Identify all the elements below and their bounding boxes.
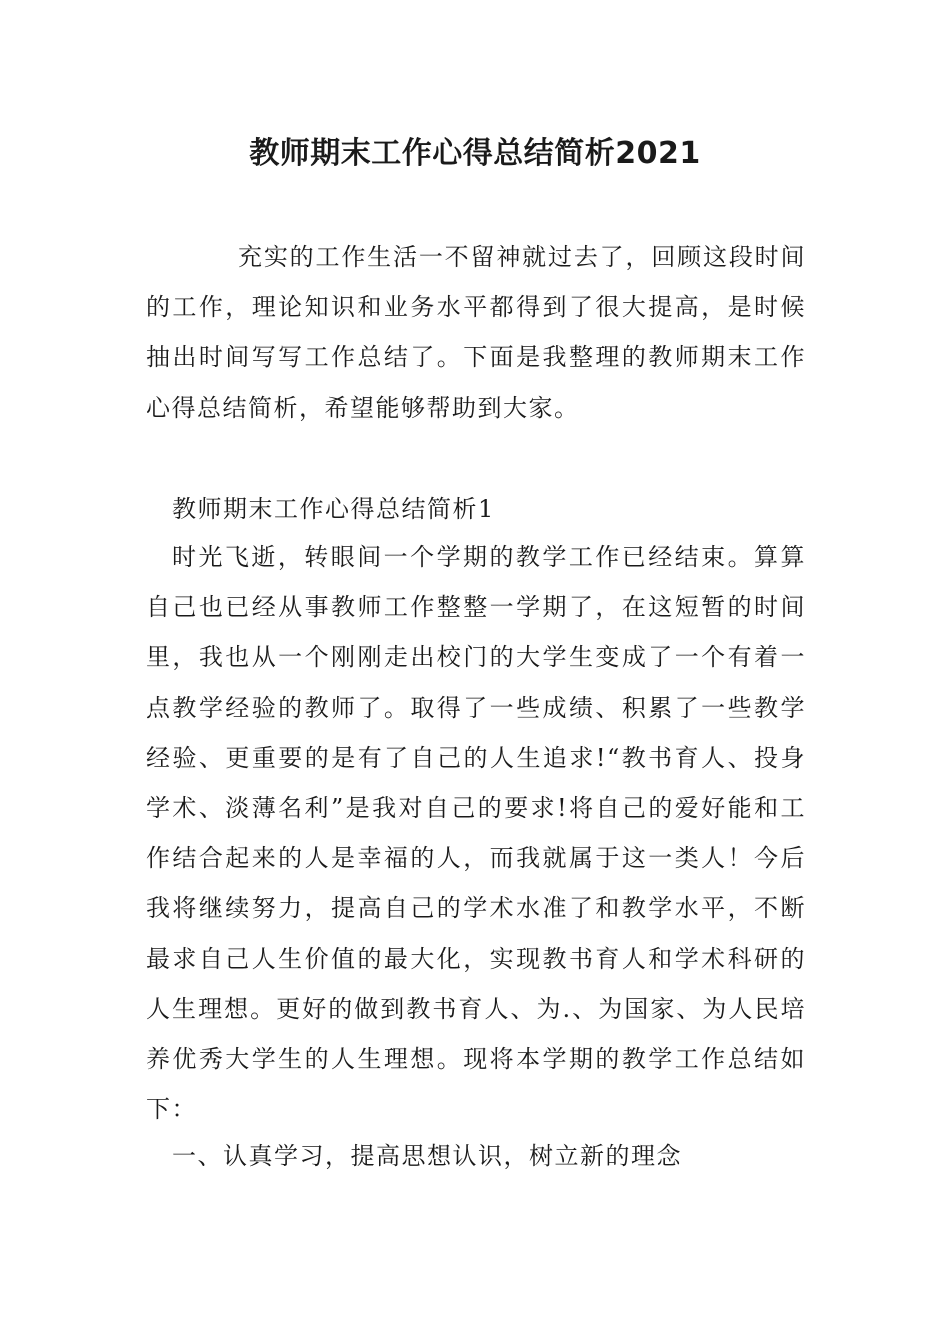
document-title: 教师期末工作心得总结简析2021 (249, 136, 701, 171)
section-heading: 一、认真学习，提高思想认识，树立新的理念 (172, 1142, 682, 1170)
body-paragraph: 时光飞逝，转眼间一个学期的教学工作已经结束。算算自己也已经从事教师工作整整一学期了，在这短暂的时间里，我也从一个刚刚走出校门的大学生变成了一个有着一点教学经验的教师了。取得了一些成绩、积累了一些教学经验、更重要的是有了自己的人生追求!“教书育人、投身学术、淡薄名利”是我对自己的要求!将自己的爱好能和工作结合起来的人是幸福的人，而我就属于这一类人！今后我将继续努力，提高自己的学术水准了和教学水平，不断最求自己人生价值的最大化，实现教书育人和学术科研的人生理想。更好的做到教书育人、为.、为国家、为人民培养优秀大学生的人生理想。现将本学期的教学工作总结如下： (146, 543, 806, 1124)
article-subheading: 教师期末工作心得总结简析1 (172, 495, 495, 523)
intro-paragraph: 充实的工作生活一不留神就过去了，回顾这段时间的工作，理论知识和业务水平都得到了很大提高，是时候抽出时间写写工作总结了。下面是我整理的教师期末工作心得总结简析，希望能够帮助到大家。 (146, 243, 806, 422)
